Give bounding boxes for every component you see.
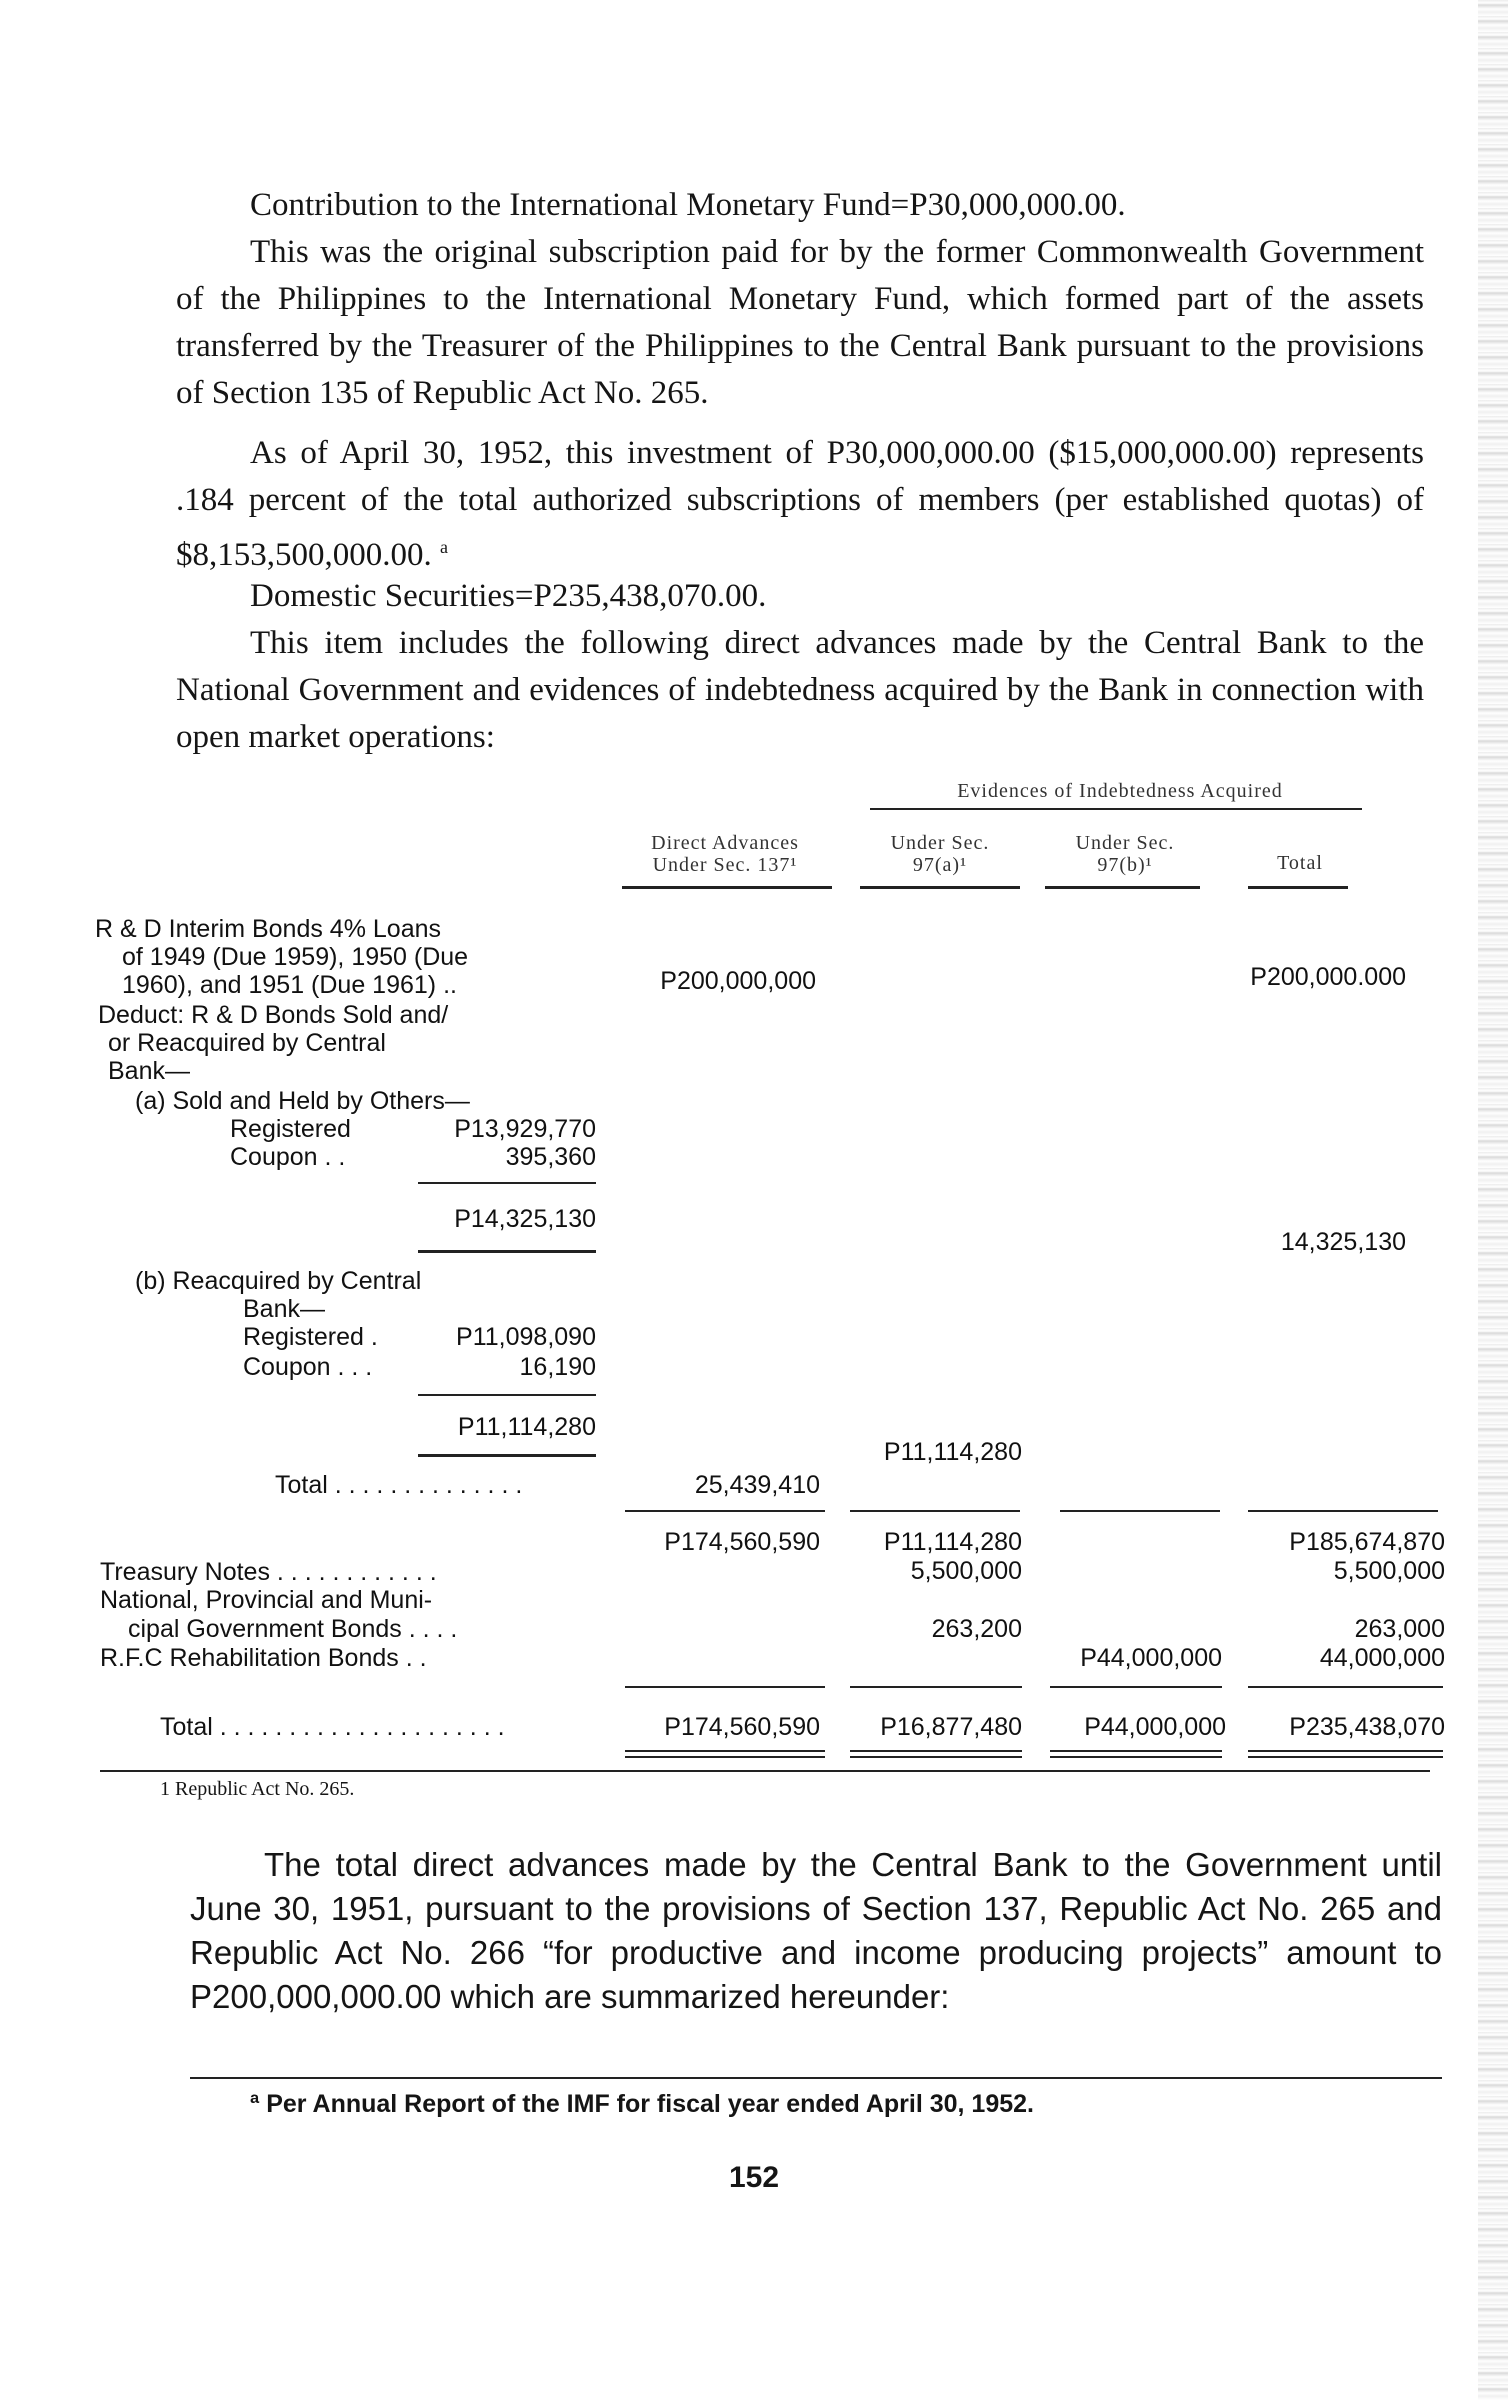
b-label: (b) Reacquired by Central (135, 1267, 422, 1295)
subtotal-97a: P11,114,280 (883, 1528, 1022, 1556)
b-97a-value: P11,114,280 (883, 1438, 1022, 1466)
rule-97a (860, 886, 1020, 889)
a-coupon-label: Coupon . . (230, 1143, 346, 1171)
deduct-label-line1: Deduct: R & D Bonds Sold and/ (98, 1001, 449, 1029)
direct-advances-paragraph: The total direct advances made by the Central Bank to the Government until June 30, 1951, pursuant to the provisions of Section 137, Republic Act No. 265 and Republic Act No. 266 “for productive and income producing projects” amount to P200,000,000.00 which are summarized hereunder: (190, 1846, 1442, 2015)
a-registered-label: Registered (230, 1115, 351, 1143)
deduction-total-label: Total . . . . . . . . . . . . . . (275, 1471, 523, 1499)
grand-double-rule-total (1248, 1750, 1443, 1758)
grand-total-97b: P44,000,000 (1084, 1713, 1226, 1741)
col-header-97a: Under Sec. 97(a)¹ (890, 832, 990, 876)
b-coupon-value: 16,190 (519, 1353, 596, 1381)
subtotal-rule-direct (625, 1510, 825, 1512)
grand-total-label: Total . . . . . . . . . . . . . . . . . . . . . (160, 1713, 505, 1741)
subtotal-total: P185,674,870 (1289, 1528, 1445, 1556)
imf-footnote-rule (190, 2077, 1442, 2079)
grand-rule-direct (625, 1686, 825, 1688)
col-header-97b: Under Sec. 97(b)¹ (1075, 832, 1175, 876)
rule-total (1248, 886, 1348, 889)
deduct-label-line2: or Reacquired by Central (108, 1029, 386, 1057)
rfc-bonds-label: R.F.C Rehabilitation Bonds . . (100, 1644, 427, 1672)
b-sum-rule-bottom (418, 1454, 596, 1457)
b-sum-rule-top (418, 1394, 596, 1396)
col-header-direct: Direct Advances Under Sec. 137¹ (651, 832, 799, 876)
imf-footnote: ª Per Annual Report of the IMF for fiscal year ended April 30, 1952. (250, 2090, 1034, 2118)
rule-direct (622, 886, 832, 889)
a-sum-rule-bottom (418, 1250, 596, 1253)
footnote-marker-a: a (440, 537, 448, 557)
b-coupon-label: Coupon . . . (243, 1353, 373, 1381)
rfc-bonds-97b: P44,000,000 (1080, 1644, 1222, 1672)
treasury-notes-label: Treasury Notes . . . . . . . . . . . . (100, 1558, 437, 1586)
b-registered-value: P11,098,090 (456, 1323, 596, 1351)
grand-total-direct: P174,560,590 (664, 1713, 820, 1741)
rule-97b (1045, 886, 1200, 889)
table-footnote-rule (100, 1770, 1430, 1772)
treasury-notes-total: 5,500,000 (1333, 1557, 1445, 1585)
rd-total-value: P200,000.000 (1250, 963, 1406, 991)
imf-subscription-paragraph: This was the original subscription paid for by the former Commonwealth Government of the Philippines to the International Monetary Fund, which formed part of the assets transferred by the Treasurer of the Philippines to the Central Bank pursuant to the provisions of Section 135 of Republic Act No. 265. (176, 234, 1424, 411)
imf-investment-text: As of April 30, 1952, this investment of P30,000,000.00 ($15,000,000.00) represents .184 percent of the total authorized subscriptions of members (per established quotas) of $8,153,500,000.00. (176, 435, 1424, 573)
a-coupon-value: 395,360 (505, 1143, 596, 1171)
deduction-total-direct: 25,439,410 (694, 1471, 820, 1499)
rfc-bonds-total: 44,000,000 (1319, 1644, 1445, 1672)
grand-rule-total (1248, 1686, 1443, 1688)
group-header: Evidences of Indebtedness Acquired (957, 780, 1283, 802)
treasury-notes-97a: 5,500,000 (910, 1557, 1022, 1585)
national-bonds-label-line2: cipal Government Bonds . . . . (128, 1615, 458, 1643)
page-number: 152 (728, 2161, 780, 2194)
grand-rule-97a (850, 1686, 1022, 1688)
a-registered-value: P13,929,770 (454, 1115, 596, 1143)
a-sum-value: P14,325,130 (454, 1205, 596, 1233)
a-sum-rule-top (418, 1182, 596, 1184)
group-header-rule (870, 808, 1362, 810)
grand-total-total: P235,438,070 (1289, 1713, 1445, 1741)
b-registered-label: Registered . (243, 1323, 378, 1351)
scan-edge-noise (1478, 0, 1508, 2400)
a-total-value: 14,325,130 (1280, 1228, 1406, 1256)
deduct-label-line3: Bank— (108, 1057, 190, 1085)
grand-double-rule-direct (625, 1750, 825, 1758)
subtotal-rule-97b (1060, 1510, 1220, 1512)
rd-label-line2: of 1949 (Due 1959), 1950 (Due (122, 943, 469, 971)
national-bonds-label-line1: National, Provincial and Muni- (100, 1586, 433, 1614)
a-label: (a) Sold and Held by Others— (135, 1087, 470, 1115)
b-label-line2: Bank— (243, 1295, 325, 1323)
table-footnote: 1 Republic Act No. 265. (160, 1778, 355, 1800)
rd-label-line1: R & D Interim Bonds 4% Loans (95, 915, 441, 943)
grand-double-rule-97b (1050, 1750, 1222, 1758)
imf-contribution-heading: Contribution to the International Monetary Fund=P30,000,000.00. (250, 187, 1126, 223)
subtotal-rule-total (1248, 1510, 1438, 1512)
b-sum-value: P11,114,280 (457, 1413, 596, 1441)
grand-total-97a: P16,877,480 (880, 1713, 1022, 1741)
grand-double-rule-97a (850, 1750, 1022, 1758)
domestic-securities-paragraph: This item includes the following direct advances made by the Central Bank to the National Government and evidences of indebtedness acquired by the Bank in connection with open market operations: (176, 625, 1424, 755)
subtotal-rule-97a (850, 1510, 1020, 1512)
national-bonds-total: 263,000 (1354, 1615, 1445, 1643)
col-header-total: Total (1277, 852, 1323, 874)
national-bonds-97a: 263,200 (931, 1615, 1022, 1643)
domestic-securities-heading: Domestic Securities=P235,438,070.00. (250, 578, 767, 614)
rd-direct-value: P200,000,000 (660, 967, 816, 995)
grand-rule-97b (1050, 1686, 1222, 1688)
rd-label-line3: 1960), and 1951 (Due 1961) .. (122, 971, 457, 999)
subtotal-direct: P174,560,590 (664, 1528, 820, 1556)
